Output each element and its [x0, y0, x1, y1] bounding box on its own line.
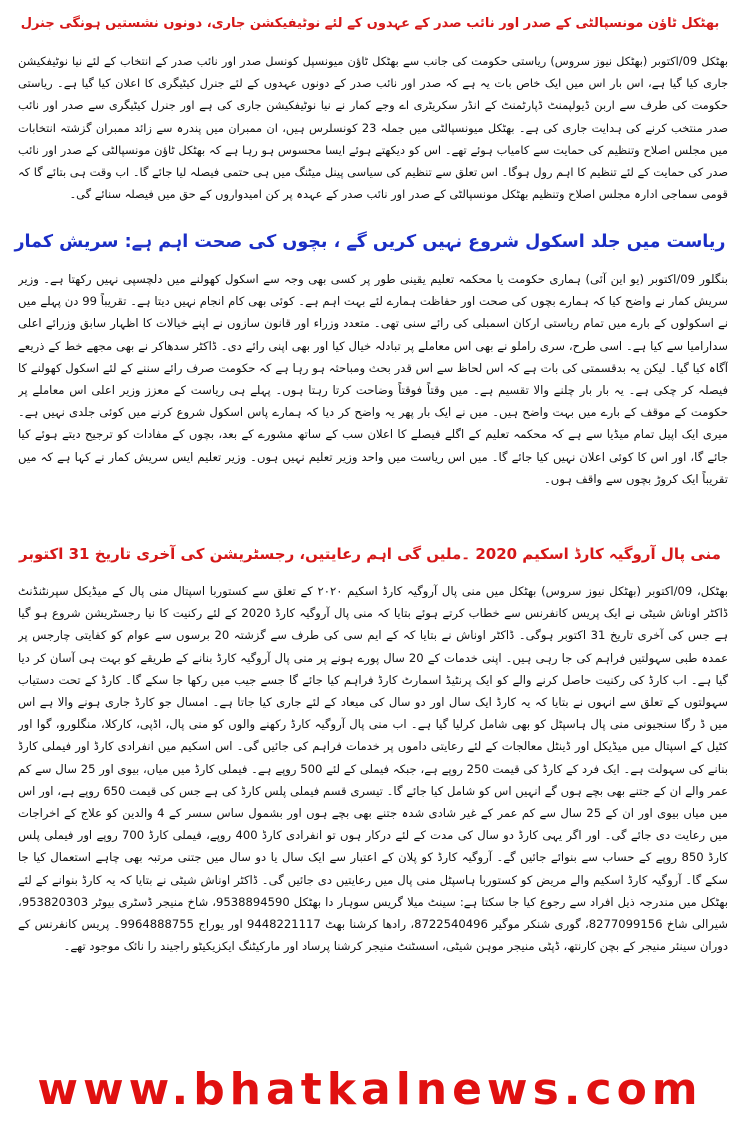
article-headline-arogya-card: منی پال آروگیہ کارڈ اسکیم 2020 ۔ملیں گی اہم رعایتیں، رجسٹریشن کی آخری تاریخ 31 اکتوبر — [19, 545, 721, 563]
article-headline-municipality: بھٹکل ٹاؤن مونسپالٹی کے صدر اور نائب صدر کے عہدوں کے لئے نوٹیفیکشن جاری، دونوں نشستیں ہونگی جنرل — [20, 16, 720, 31]
article-body-arogya-card: بھٹکل، 09/اکتوبر (بھٹکل نیوز سروس) بھٹکل میں منی پال آروگیہ کارڈ اسکیم ۲۰۲۰ کے تعلق سے کستوربا اسپتال منی پال کے میڈیکل سپرنٹنڈنٹ ڈاکٹر اوناش شیٹی نے ایک پریس کانفرنس سے خطاب کرتے ہوئے بتایا کہ منی پال آروگیہ کارڈ 2020 کے لئے رکنیت کا نیا رجسٹریشن شروع ہو گیا ہے جس کی آخری تاریخ 31 اکتوبر ہوگی۔ ڈاکٹر اوناش نے بتایا کہ کے ایم سی کی طرف سے گزشتہ 20 برسوں سے عوام کو کفایتی چارجس پر عمدہ طبی سہولتیں فراہم کی جا رہی ہیں۔ اپنی خدمات کے 20 سال پورے ہونے پر منی پال آروگیہ کارڈ بنانے کے طریقے کو بہت ہی آسان کر دیا گیا ہے۔ اب کارڈ کی رکنیت حاصل کرنے والے کو ایک پرنٹیڈ اسمارٹ کارڈ فراہم کیا جائے گا جسے جیب میں رکھا جا سکے گا۔ کارڈ کے تحت دستیاب سہولتوں کے تعلق سے انہوں نے بتایا کہ یہ کارڈ ایک سال اور دو سال کی میعاد کے لئے جاری کیا جاتا ہے۔ امسال جو کارڈ جاری ہونے والا ہے اس میں ڈ رگا سنجیونی منی پال ہاسپٹل کو بھی شامل کرلیا گیا ہے۔ اب منی پال آروگیہ کارڈ رکھنے والوں کو منی پال، اڈپی، کارکلا، منگلورو، گوا اور کٹیل کے اسپتال میں میڈیکل اور ڈینٹل معالجات کے لئے رعایتی داموں پر خدمات فراہم کی جائیں گی۔ اس اسکیم میں انفرادی کارڈ اور فیملی کارڈ بنانے کی سہولت ہے۔ ایک فرد کے کارڈ کی قیمت 250 روپے ہے، جبکہ فیملی کے لئے 500 روپے ہے۔ فیملی کارڈ میں میاں، بیوی اور 25 سال سے کم عمر والے ان کے جتنے بھی بچے ہوں گے انہیں اس کو شامل کیا جائے گا۔ تیسری قسم فیملی پلس کارڈ کی ہے جس کی قیمت 650 روپے ہے، اور اس میں میاں بیوی اور ان کے 25 سال سے کم عمر کے غیر شادی شدہ جتنے بھی بچے ہوں اور بشمول ساس سسر کے 4 والدین کو علاج کے اخراجات میں رعایت دی جائے گی۔ اور اگر یہی کارڈ دو سال کی مدت کے لئے درکار ہوں تو انفرادی کارڈ 400 روپے، فیملی کارڈ 700 روپے اور فیملی پلس کارڈ 850 روپے کے حساب سے بنوائے جائیں گے۔ آروگیہ کارڈ کو پلان کے اعتبار سے ایک سال یا دو سال میں جتنی مرتبہ بھی چاہے استعمال کیا جا سکے گا۔ آروگیہ کارڈ اسکیم والے مریض کو کستوربا ہاسپٹل منی پال میں رعایتیں دی جائیں گی۔ ڈاکٹر اوناش شیٹی نے بتایا کہ یہ کارڈ بنوانے کے لئے بھٹکل میں مندرجہ ذیل افراد سے رجوع کیا جا سکتا ہے: سینٹ میلا گریس سوہار دا بھٹکل 9538894590، شاخ منیجر ڈسٹری بیوٹر 953820303، شیرالی شاخ 8277099156، گوری شنکر موگیر 8722540496، رادھا کرشنا بھٹ 9448221117 اور یوراج 9964888755۔ پریس کانفرنس کے دوران سینئر منیجر کے بچن کارنتھ، ڈپٹی منیجر موہن شیٹی، اسسٹنٹ منیجر کرشنا پرساد اور مارکیٹنگ ایکزیکیٹو راجیند را نائک موجود تھے۔ — [18, 584, 728, 954]
article-body-schools: بنگلور 09/اکتوبر (یو این آئی) ہماری حکومت یا محکمہ تعلیم یقینی طور پر کسی بھی وجہ سے اسکول کھولنے میں دلچسپی نہیں رکھتا ہے۔ وزیر سریش کمار نے واضح کیا کہ ہمارے بچوں کی صحت اور حفاظت ہمارے لئے بہت اہم ہے۔ کوئی بھی کام انجام نہیں دیتا ہے۔ تقریباً 99 دن پہلے میں نے اسکولوں کے بارے میں تمام ریاستی ارکان اسمبلی کی رائے سنی تھی۔ متعدد وزراء اور قانون سازوں نے اپنے خیالات کا اظہار سابق وزرائے اعلی سدارامیا سے کیا ہے۔ اسی طرح، سری راملو نے بھی اس معاملے پر تبادلہ خیال کیا اور بھی اپنی رائے دی۔ ڈاکٹر سدھاکر نے بھی مجھے خط کے ذریعے آگاہ کیا گیا۔ لیکن یہ بدقسمتی کی بات ہے کہ اس لحاظ سے اس قدر بحث ومباحثہ ہو رہا ہے کہ حکومت صرف رائے سننے کے لئے اسکول کھولنے کا فیصلہ کر چکی ہے۔ یہ بار بار چلنے والا تقسیم ہے۔ میں وقتاً فوقتاً وضاحت کرتا رہتا ہوں۔ پہلے ہی ریاست کے معزز وزیر اعلی اس معاملے پر حکومت کے موقف کے بارے میں بہت واضح ہیں۔ میں نے ایک بار پھر یہ واضح کر دیا کہ ہمارے پاس اسکول شروع کرنے میں کوئی جلدی نہیں ہے۔ میری ایک اپیل تمام میڈیا سے ہے کہ محکمہ تعلیم کے اگلے فیصلے کا اعلان سب کے ساتھ مشورے کے بعد، بچوں کے مفادات کو ترجیح دیتے ہوئے کیا جائے گا، اور اس کا کوئی اعلان نہیں کیا جائے گا۔ میں اس ریاست میں واحد وزیر تعلیم نہیں ہوں۔ وزیر تعلیم ایس سریش کمار نے کہا ہے کہ میں تقریباً ایک کروڑ بچوں سے واقف ہوں۔ — [18, 272, 728, 486]
website-footer: www.bhatkalnews.com — [37, 1064, 703, 1115]
article-body-municipality: بھٹکل 09/اکتوبر (بھٹکل نیوز سروس) ریاستی حکومت کی جانب سے بھٹکل ٹاؤن میونسپل کونسل صدر اور نائب صدر کے انتخاب کے لئے نیا نوٹیفکیشن جاری کیا گیا ہے، اس بار اس میں ایک خاص بات یہ ہے کہ صدر اور نائب صدر کے دونوں عہدوں کے لئے جنرل کیٹیگری کا اعلان کیا گیا ہے۔ ریاستی حکومت کی طرف سے اربن ڈیولپمنٹ ڈپارٹمنٹ کے انڈر سکریٹری اے وجے کمار نے نیا نوٹیفکیشن جاری کی ہے اور جنرل کیٹیگری سے صدر اور نائب صدر منتخب کرنے کی ہدایت جاری کی ہے۔ بھٹکل میونسپالٹی میں جملہ 23 کونسلرس ہیں، ان ممبران میں پندرہ سے زائد ممبران گزشتہ انتخابات میں مجلس اصلاح وتنظیم کی حمایت سے کامیاب ہوئے تھے۔ اس کو دیکھتے ہوئے ایسا محسوس ہو رہا ہے کہ بھٹکل ٹاؤن مونسپالٹی کے صدر اور نائب صدر کی حمایت کے لئے تنظیم کا اہم رول ہوگا۔ اس تعلق سے تنظیم کی سیاسی پینل میٹنگ میں ہی حتمی فیصلہ لیا جائے گا۔ اب وقت ہی بتائے گا کہ قومی سماجی ادارہ مجلس اصلاح وتنظیم بھٹکل مونسپالٹی کے صدر اور نائب صدر کے عہدہ پر کن امیدواروں کے حق میں فیصلہ سنائے گی۔ — [18, 54, 728, 202]
article-headline-schools: ریاست میں جلد اسکول شروع نہیں کریں گے ، بچوں کی صحت اہم ہے: سریش کمار — [14, 232, 726, 252]
